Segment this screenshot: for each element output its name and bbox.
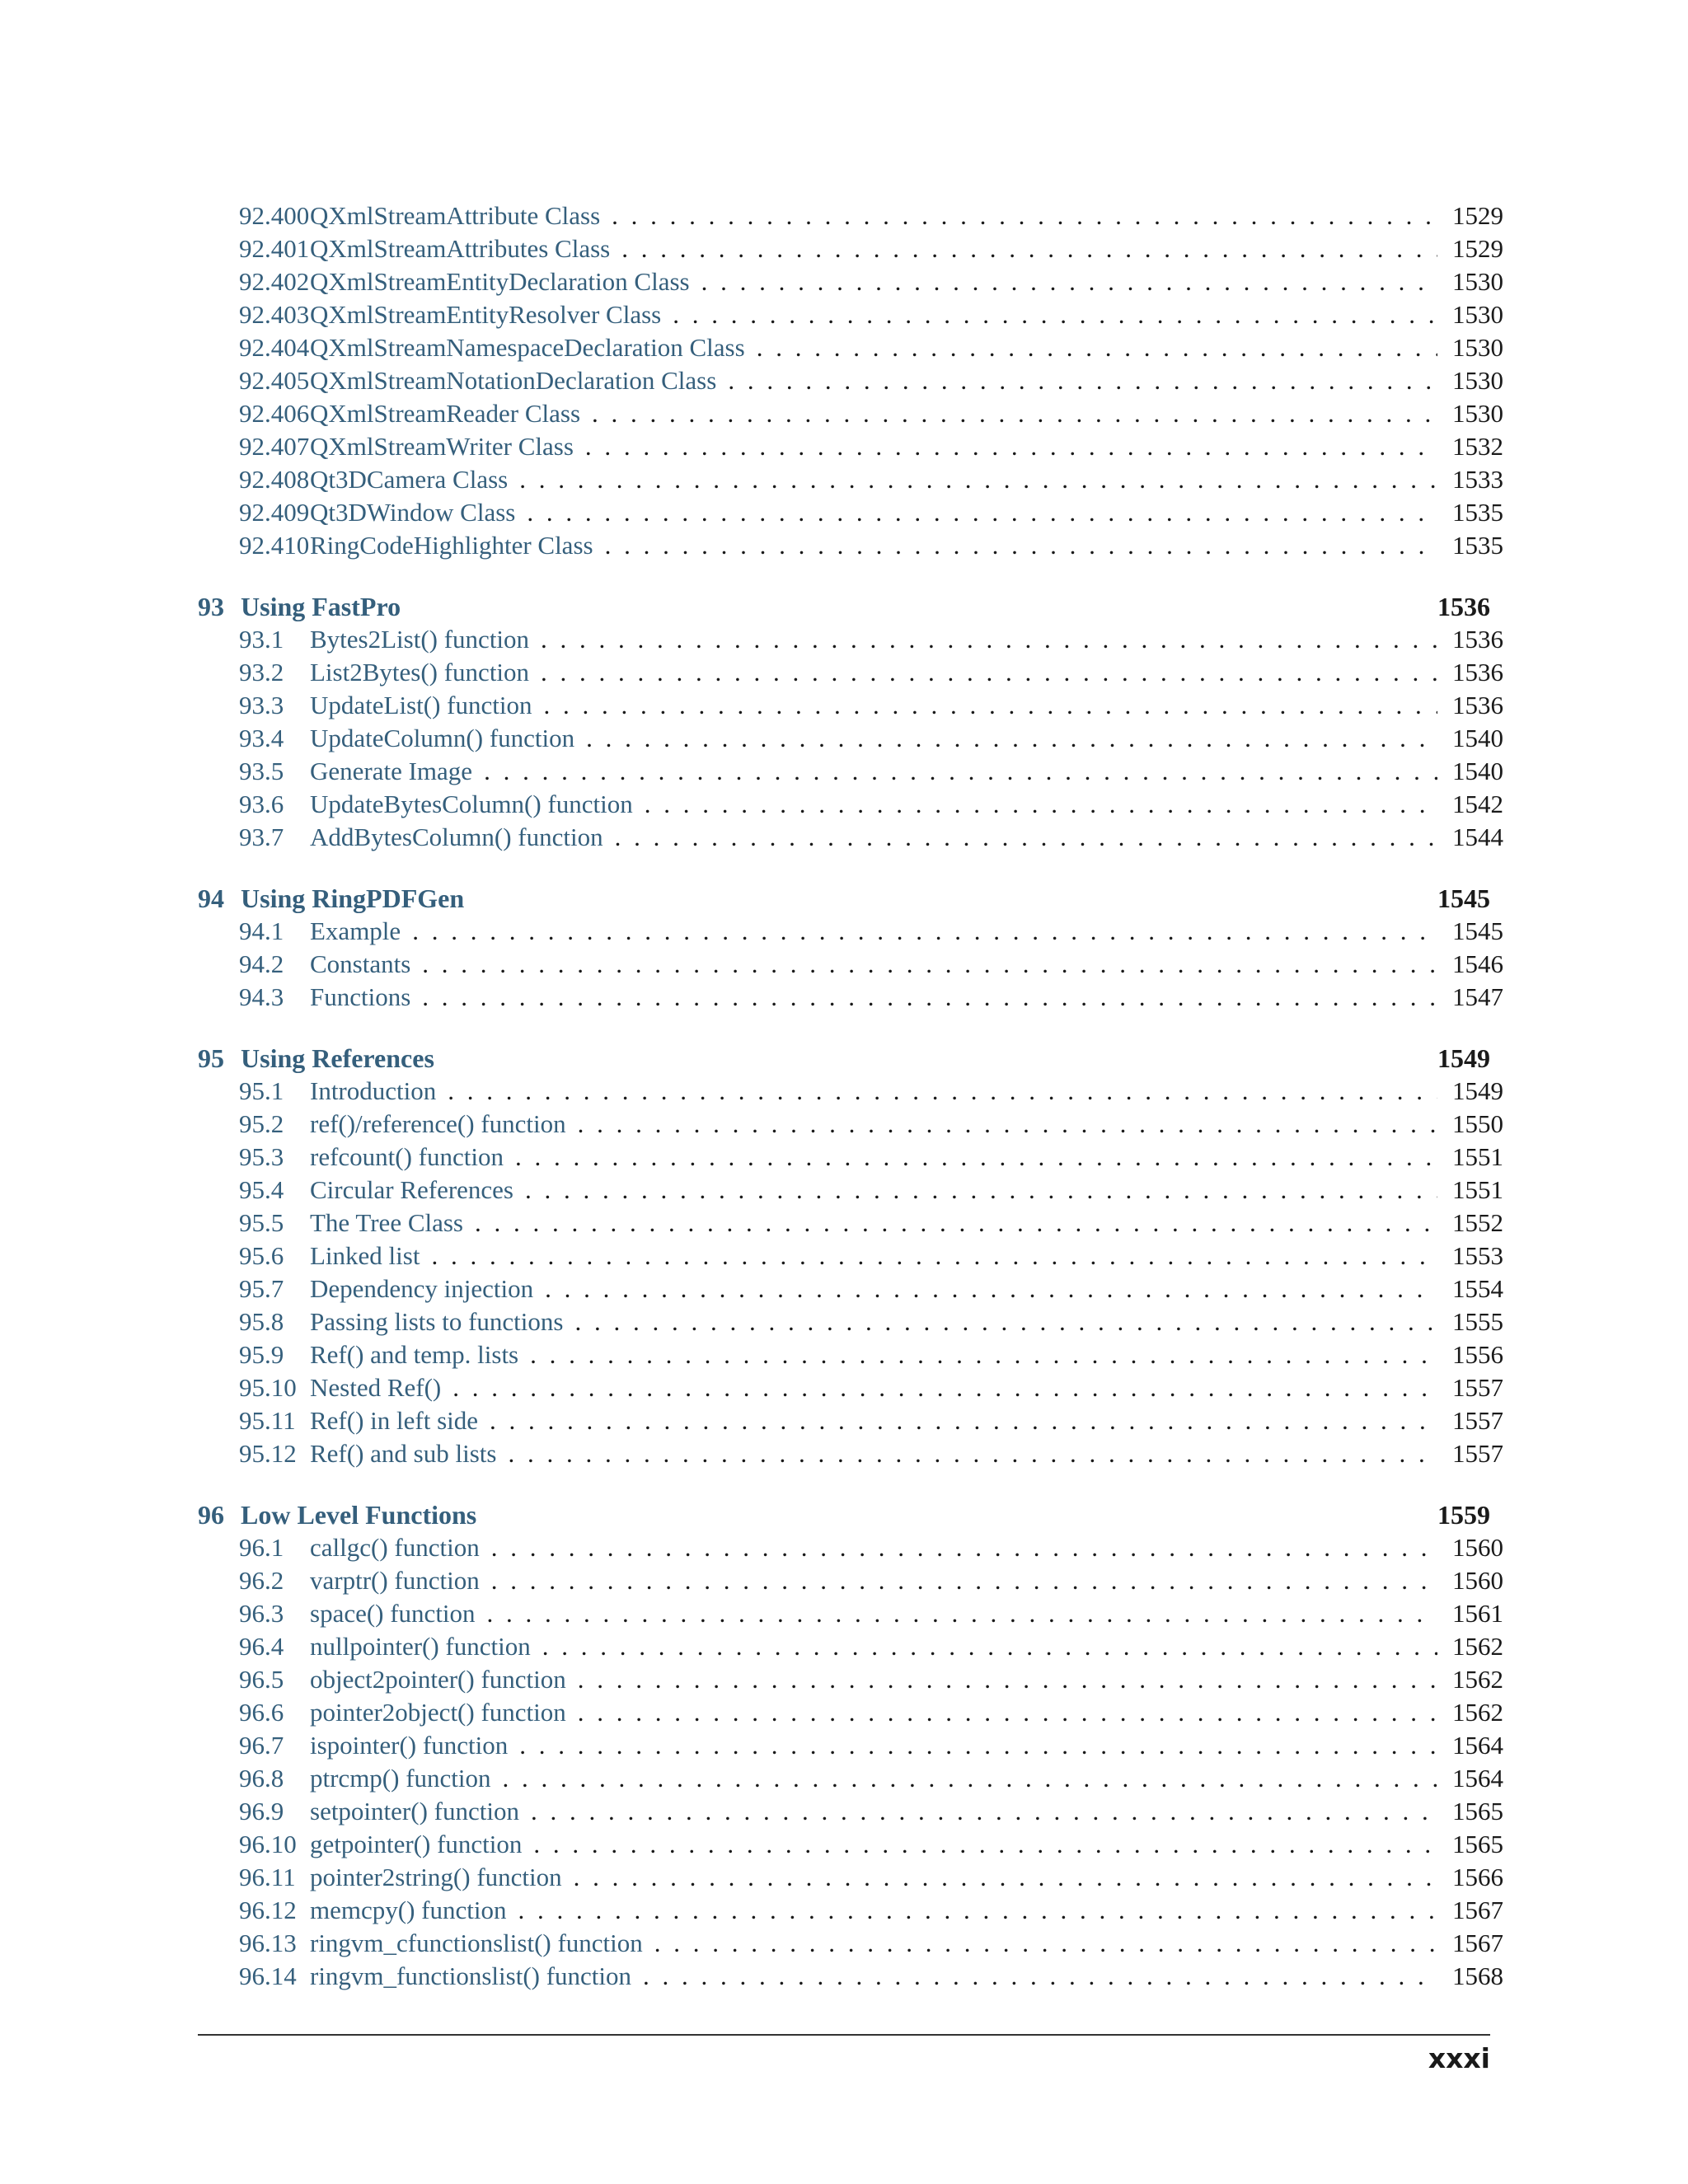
entry-page-number: 1551 (1452, 1175, 1503, 1204)
entry-section-number: 95.12 (239, 1439, 297, 1468)
dot-leader (592, 397, 1437, 430)
entry-title-link[interactable]: QXmlStreamEntityResolver Class (310, 300, 662, 329)
toc-entry[interactable] (198, 656, 1503, 689)
toc-entry[interactable] (198, 1762, 1503, 1795)
entry-title-link[interactable]: callgc() function (310, 1533, 480, 1562)
entry-section-number: 96.14 (239, 1961, 297, 1990)
toc-entry[interactable] (198, 1696, 1503, 1729)
dot-leader (448, 1075, 1437, 1108)
entry-title-link[interactable]: AddBytesColumn() function (310, 823, 603, 851)
entry-page-number: 1565 (1452, 1797, 1503, 1825)
entry-page-number: 1567 (1452, 1929, 1503, 1957)
toc-entry[interactable] (198, 1960, 1503, 1993)
entry-title-link[interactable]: UpdateList() function (310, 691, 532, 719)
entry-page-number: 1533 (1452, 465, 1503, 494)
entry-page-number: 1540 (1452, 724, 1503, 752)
entry-title-link[interactable]: space() function (310, 1599, 476, 1628)
entry-section-number: 92.408 (239, 465, 310, 494)
entry-title-link[interactable]: QXmlStreamNotationDeclaration Class (310, 366, 717, 395)
dot-leader (541, 656, 1437, 689)
toc-entry[interactable] (198, 1894, 1503, 1927)
dot-leader (518, 1894, 1437, 1927)
entry-title-link[interactable]: Dependency injection (310, 1274, 534, 1303)
entry-section-number: 96.7 (239, 1731, 284, 1760)
toc-entry[interactable] (198, 1531, 1503, 1564)
entry-section-number: 96.4 (239, 1632, 284, 1661)
entry-section-number: 95.4 (239, 1175, 284, 1204)
entry-section-number: 95.1 (239, 1076, 284, 1105)
entry-page-number: 1561 (1452, 1599, 1503, 1628)
entry-page-number: 1549 (1452, 1076, 1503, 1105)
entry-section-number: 93.6 (239, 790, 284, 818)
entry-title-link[interactable]: refcount() function (310, 1142, 504, 1171)
entry-title-link[interactable]: setpointer() function (310, 1797, 519, 1825)
toc-entry[interactable] (198, 1729, 1503, 1762)
toc-entry[interactable] (198, 1141, 1503, 1174)
entry-section-number: 95.5 (239, 1208, 284, 1237)
dot-leader (643, 1960, 1437, 1993)
entry-section-number: 93.2 (239, 658, 284, 687)
chapter-title-link[interactable]: Using References (241, 1043, 434, 1073)
chapter-page-number: 1545 (1437, 883, 1490, 913)
dot-leader (654, 1927, 1437, 1960)
entry-section-number: 95.8 (239, 1307, 284, 1336)
entry-page-number: 1557 (1452, 1439, 1503, 1468)
entry-section-number: 96.2 (239, 1566, 284, 1595)
dot-leader (585, 430, 1437, 463)
entry-page-number: 1529 (1452, 234, 1503, 263)
toc-entry[interactable] (198, 1630, 1503, 1663)
entry-page-number: 1540 (1452, 757, 1503, 785)
entry-title-link[interactable]: QXmlStreamAttributes Class (310, 234, 611, 263)
entry-title-link[interactable]: Linked list (310, 1241, 420, 1270)
dot-leader (422, 981, 1437, 1014)
entry-title-link[interactable]: getpointer() function (310, 1830, 523, 1858)
dot-leader (578, 1696, 1437, 1729)
entry-section-number: 96.8 (239, 1764, 284, 1793)
entry-title-link[interactable]: Circular References (310, 1175, 514, 1204)
entry-page-number: 1536 (1452, 658, 1503, 687)
toc-entry[interactable] (198, 1927, 1503, 1960)
dot-leader (728, 364, 1437, 397)
chapter-number: 94 (198, 883, 224, 913)
toc-entry[interactable] (198, 265, 1503, 298)
entry-page-number: 1562 (1452, 1698, 1503, 1727)
entry-title-link[interactable]: UpdateBytesColumn() function (310, 790, 633, 818)
dot-leader (503, 1762, 1437, 1795)
chapter-page-number: 1559 (1437, 1500, 1490, 1530)
entry-section-number: 94.1 (239, 916, 284, 945)
entry-page-number: 1547 (1452, 982, 1503, 1011)
dot-leader (645, 788, 1437, 821)
chapter-title-link[interactable]: Low Level Functions (241, 1500, 477, 1530)
entry-section-number: 96.1 (239, 1533, 284, 1562)
toc-entry[interactable] (198, 199, 1503, 232)
dot-leader (578, 1108, 1437, 1141)
dot-leader (527, 496, 1437, 529)
chapter-page-number: 1536 (1437, 592, 1490, 621)
dot-leader (412, 915, 1437, 948)
entry-page-number: 1568 (1452, 1961, 1503, 1990)
entry-title-link[interactable]: Functions (310, 982, 411, 1011)
entry-page-number: 1552 (1452, 1208, 1503, 1237)
toc-entry[interactable] (198, 1861, 1503, 1894)
entry-title-link[interactable]: QXmlStreamNamespaceDeclaration Class (310, 333, 745, 362)
entry-section-number: 94.2 (239, 949, 284, 978)
entry-title-link[interactable]: ringvm_functionslist() function (310, 1961, 632, 1990)
entry-page-number: 1535 (1452, 498, 1503, 527)
entry-title-link[interactable]: The Tree Class (310, 1208, 463, 1237)
entry-section-number: 96.11 (239, 1863, 296, 1891)
toc-entry[interactable] (198, 1338, 1503, 1371)
entry-section-number: 92.400 (239, 201, 310, 230)
entry-title-link[interactable]: RingCodeHighlighter Class (310, 531, 593, 560)
dot-leader (541, 623, 1437, 656)
entry-page-number: 1530 (1452, 333, 1503, 362)
dot-leader (452, 1371, 1437, 1404)
entry-title-link[interactable]: UpdateColumn() function (310, 724, 575, 752)
entry-page-number: 1557 (1452, 1406, 1503, 1435)
chapter-title-link[interactable]: Using RingPDFGen (241, 883, 465, 913)
entry-section-number: 92.404 (239, 333, 310, 362)
entry-page-number: 1546 (1452, 949, 1503, 978)
dot-leader (545, 1272, 1437, 1305)
toc-entry[interactable] (198, 1075, 1503, 1108)
entry-title-link[interactable]: Example (310, 916, 401, 945)
toc-entry[interactable] (198, 915, 1503, 948)
entry-title-link[interactable]: QXmlStreamEntityDeclaration Class (310, 267, 690, 296)
entry-page-number: 1530 (1452, 399, 1503, 428)
dot-leader (757, 331, 1437, 364)
entry-title-link[interactable]: List2Bytes() function (310, 658, 530, 687)
entry-section-number: 96.5 (239, 1665, 284, 1694)
dot-leader (612, 199, 1437, 232)
entry-page-number: 1536 (1452, 625, 1503, 654)
chapter-page-number: 1549 (1437, 1043, 1490, 1073)
toc-entry[interactable] (198, 430, 1503, 463)
entry-title-link[interactable]: object2pointer() function (310, 1665, 566, 1694)
entry-title-link[interactable]: Introduction (310, 1076, 437, 1105)
toc-entry[interactable] (198, 232, 1503, 265)
dot-leader (491, 1531, 1437, 1564)
entry-title-link[interactable]: Generate Image (310, 757, 473, 785)
entry-page-number: 1565 (1452, 1830, 1503, 1858)
dot-leader (605, 529, 1437, 562)
entry-page-number: 1555 (1452, 1307, 1503, 1336)
entry-page-number: 1535 (1452, 531, 1503, 560)
entry-page-number: 1566 (1452, 1863, 1503, 1891)
dot-leader (525, 1174, 1437, 1207)
entry-page-number: 1545 (1452, 916, 1503, 945)
entry-section-number: 92.409 (239, 498, 310, 527)
dot-leader (490, 1404, 1437, 1437)
entry-title-link[interactable]: Passing lists to functions (310, 1307, 564, 1336)
entry-title-link[interactable]: ptrcmp() function (310, 1764, 491, 1793)
toc-chapter-heading[interactable] (198, 1498, 1503, 1531)
dot-leader (615, 821, 1437, 854)
entry-title-link[interactable]: Constants (310, 949, 411, 978)
entry-title-link[interactable]: ref()/reference() function (310, 1109, 566, 1138)
chapter-number: 93 (198, 592, 224, 621)
toc-entry[interactable] (198, 1663, 1503, 1696)
entry-section-number: 95.6 (239, 1241, 284, 1270)
entry-title-link[interactable]: Qt3DCamera Class (310, 465, 509, 494)
entry-section-number: 93.7 (239, 823, 284, 851)
toc-entry[interactable] (198, 397, 1503, 430)
dot-leader (586, 722, 1437, 755)
entry-title-link[interactable]: ringvm_cfunctionslist() function (310, 1929, 643, 1957)
toc-entry[interactable] (198, 529, 1503, 562)
entry-page-number: 1532 (1452, 432, 1503, 461)
toc-entry[interactable] (198, 1597, 1503, 1630)
page-number: xxxi (1428, 2042, 1490, 2074)
toc-entry[interactable] (198, 1828, 1503, 1861)
dot-leader (519, 463, 1437, 496)
entry-page-number: 1560 (1452, 1533, 1503, 1562)
dot-leader (621, 232, 1437, 265)
entry-title-link[interactable]: QXmlStreamAttribute Class (310, 201, 601, 230)
toc-entry[interactable] (198, 1404, 1503, 1437)
dot-leader (574, 1861, 1437, 1894)
entry-section-number: 93.3 (239, 691, 284, 719)
toc-entry[interactable] (198, 623, 1503, 656)
toc-entry[interactable] (198, 1795, 1503, 1828)
toc-entry[interactable] (198, 722, 1503, 755)
toc-entry[interactable] (198, 331, 1503, 364)
dot-leader (673, 298, 1437, 331)
entry-section-number: 92.406 (239, 399, 310, 428)
toc-chapter-heading[interactable] (198, 882, 1503, 915)
entry-section-number: 94.3 (239, 982, 284, 1011)
entry-page-number: 1557 (1452, 1373, 1503, 1402)
entry-title-link[interactable]: Ref() and sub lists (310, 1439, 497, 1468)
toc-entry[interactable] (198, 981, 1503, 1014)
entry-title-link[interactable]: nullpointer() function (310, 1632, 531, 1661)
entry-page-number: 1554 (1452, 1274, 1503, 1303)
entry-title-link[interactable]: pointer2object() function (310, 1698, 566, 1727)
toc-chapter-heading[interactable] (198, 590, 1503, 623)
toc-entry[interactable] (198, 755, 1503, 788)
entry-section-number: 95.10 (239, 1373, 297, 1402)
entry-page-number: 1551 (1452, 1142, 1503, 1171)
dot-leader (519, 1729, 1437, 1762)
chapter-number: 96 (198, 1500, 224, 1530)
entry-page-number: 1529 (1452, 201, 1503, 230)
toc-entry[interactable] (198, 1305, 1503, 1338)
toc-entry[interactable] (198, 1174, 1503, 1207)
toc-entry[interactable] (198, 1564, 1503, 1597)
entry-section-number: 93.4 (239, 724, 284, 752)
toc-entry[interactable] (198, 364, 1503, 397)
entry-section-number: 93.1 (239, 625, 284, 654)
toc-entry[interactable] (198, 1437, 1503, 1470)
entry-section-number: 95.2 (239, 1109, 284, 1138)
entry-section-number: 92.407 (239, 432, 310, 461)
entry-title-link[interactable]: ispointer() function (310, 1731, 509, 1760)
entry-page-number: 1530 (1452, 267, 1503, 296)
entry-section-number: 96.3 (239, 1599, 284, 1628)
entry-page-number: 1530 (1452, 366, 1503, 395)
footer-divider (198, 2034, 1490, 2036)
table-of-contents (198, 199, 1503, 1993)
entry-section-number: 93.5 (239, 757, 284, 785)
entry-title-link[interactable]: Bytes2List() function (310, 625, 530, 654)
entry-title-link[interactable]: QXmlStreamWriter Class (310, 432, 574, 461)
dot-leader (531, 1795, 1437, 1828)
dot-leader (542, 1630, 1437, 1663)
chapter-title-link[interactable]: Using FastPro (241, 592, 401, 621)
chapter-number: 95 (198, 1043, 224, 1073)
dot-leader (491, 1564, 1437, 1597)
entry-page-number: 1536 (1452, 691, 1503, 719)
entry-section-number: 92.403 (239, 300, 310, 329)
entry-page-number: 1544 (1452, 823, 1503, 851)
entry-section-number: 96.12 (239, 1896, 297, 1924)
dot-leader (533, 1828, 1437, 1861)
entry-title-link[interactable]: Ref() and temp. lists (310, 1340, 519, 1369)
toc-entry[interactable] (198, 689, 1503, 722)
toc-entry[interactable] (198, 1207, 1503, 1240)
dot-leader (422, 948, 1437, 981)
entry-section-number: 96.13 (239, 1929, 297, 1957)
entry-section-number: 95.3 (239, 1142, 284, 1171)
entry-section-number: 96.9 (239, 1797, 284, 1825)
toc-entry[interactable] (198, 298, 1503, 331)
entry-page-number: 1560 (1452, 1566, 1503, 1595)
entry-section-number: 96.6 (239, 1698, 284, 1727)
entry-page-number: 1530 (1452, 300, 1503, 329)
dot-leader (475, 1207, 1437, 1240)
dot-leader (543, 689, 1437, 722)
entry-title-link[interactable]: pointer2string() function (310, 1863, 562, 1891)
entry-section-number: 95.11 (239, 1406, 296, 1435)
entry-title-link[interactable]: memcpy() function (310, 1896, 507, 1924)
toc-entry[interactable] (198, 821, 1503, 854)
dot-leader (508, 1437, 1437, 1470)
entry-page-number: 1567 (1452, 1896, 1503, 1924)
entry-page-number: 1553 (1452, 1241, 1503, 1270)
dot-leader (487, 1597, 1437, 1630)
toc-entry[interactable] (198, 1371, 1503, 1404)
entry-section-number: 92.405 (239, 366, 310, 395)
entry-section-number: 92.402 (239, 267, 310, 296)
entry-page-number: 1550 (1452, 1109, 1503, 1138)
dot-leader (431, 1240, 1437, 1272)
toc-entry[interactable] (198, 463, 1503, 496)
dot-leader (574, 1305, 1437, 1338)
entry-section-number: 92.401 (239, 234, 310, 263)
toc-chapter-heading[interactable] (198, 1042, 1503, 1075)
entry-page-number: 1556 (1452, 1340, 1503, 1369)
dot-leader (530, 1338, 1437, 1371)
entry-section-number: 96.10 (239, 1830, 297, 1858)
entry-page-number: 1542 (1452, 790, 1503, 818)
toc-entry[interactable] (198, 496, 1503, 529)
toc-entry[interactable] (198, 948, 1503, 981)
entry-page-number: 1562 (1452, 1665, 1503, 1694)
entry-title-link[interactable]: Nested Ref() (310, 1373, 442, 1402)
toc-entry[interactable] (198, 1272, 1503, 1305)
toc-entry[interactable] (198, 788, 1503, 821)
toc-entry[interactable] (198, 1240, 1503, 1272)
entry-title-link[interactable]: Qt3DWindow Class (310, 498, 516, 527)
dot-leader (701, 265, 1437, 298)
entry-section-number: 95.9 (239, 1340, 284, 1369)
toc-entry[interactable] (198, 1108, 1503, 1141)
entry-page-number: 1564 (1452, 1731, 1503, 1760)
entry-section-number: 95.7 (239, 1274, 284, 1303)
entry-title-link[interactable]: Ref() in left side (310, 1406, 479, 1435)
entry-section-number: 92.410 (239, 531, 310, 560)
dot-leader (484, 755, 1437, 788)
dot-leader (515, 1141, 1437, 1174)
entry-title-link[interactable]: QXmlStreamReader Class (310, 399, 581, 428)
dot-leader (578, 1663, 1437, 1696)
entry-title-link[interactable]: varptr() function (310, 1566, 480, 1595)
entry-page-number: 1564 (1452, 1764, 1503, 1793)
entry-page-number: 1562 (1452, 1632, 1503, 1661)
